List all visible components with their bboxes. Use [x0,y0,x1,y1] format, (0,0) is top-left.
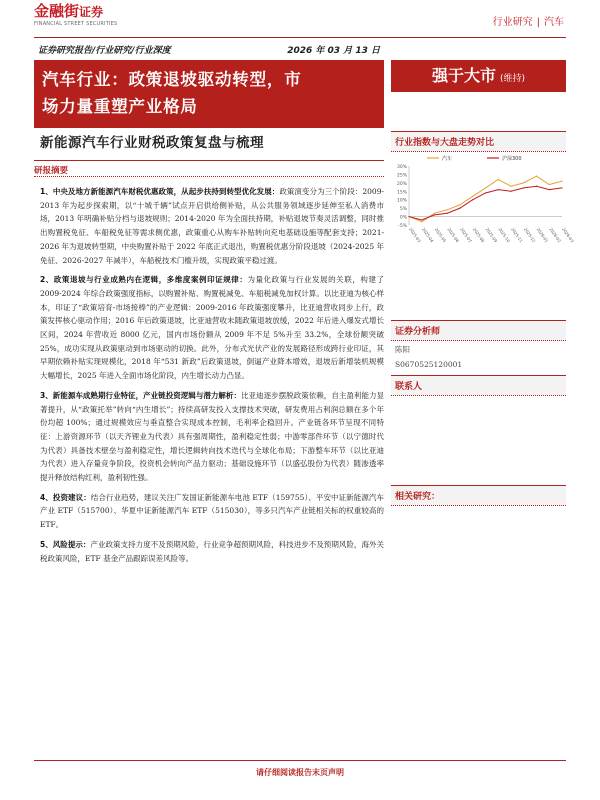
y-tick-label: 5% [399,207,407,213]
analyst-name: 陈阳 [395,345,410,354]
page-footer-disclaimer[interactable]: 请仔细阅读报告末页声明 [34,760,566,778]
data-point [485,187,486,188]
rating-label: 强于大市 [431,66,496,85]
data-point [510,186,511,187]
summary-paragraph [40,491,384,532]
summary-paragraph [40,538,384,565]
contact-section-title: 联系人 [391,375,566,396]
paragraph-lead: 5、风险提示： [40,539,91,549]
title-banner [34,60,384,128]
breadcrumb-auto: 汽车 [544,17,564,28]
data-point [472,196,473,197]
x-tick-label: 2025-04 [420,226,435,244]
index-trend-chart-panel [391,131,575,247]
paragraph-lead: 3、新能源车成熟期行业特征，产业链投资逻辑与潜力解析： [40,390,241,400]
data-point [421,221,422,222]
data-point [561,187,562,188]
data-point [536,176,537,177]
data-point [549,184,550,185]
data-point [434,213,435,214]
summary-paragraph [40,389,384,485]
rating-hold: (维持) [499,74,526,84]
legend-label-0: 汽车 [442,156,453,162]
x-tick-label: 2025-08 [471,226,486,244]
x-tick-label: 2025-07 [459,226,473,244]
summary-paragraph [40,273,384,383]
x-tick-label: 2025-10 [497,226,512,244]
x-tick-label: 2025-12 [522,226,537,244]
y-tick-label: 30% [396,165,407,170]
chart-title: 行业指数与大盘走势对比 [391,131,566,152]
paragraph-lead: 1、中央及地方新能源汽车财税优惠政策，从起步扶持到转型优化发展： [40,187,280,196]
x-tick-label: 2025-03 [408,226,422,244]
report-subtitle: 新能源汽车行业财税政策复盘与梳理 [40,135,264,151]
logo-wordmark: 金融街证券 [34,2,104,20]
paragraph-lead: 2、政策退坡与行业成熟内在逻辑，多维度案例印证规律： [40,275,248,285]
x-tick-label: 2025-09 [484,226,499,244]
x-tick-label: 2026-03 [561,226,575,244]
data-point [459,204,460,205]
data-point [421,219,422,220]
data-point [536,186,537,187]
x-tick-label: 2026-02 [548,226,563,244]
page-header [34,0,566,38]
data-point [549,189,550,190]
report-date: 2026 年 03 月 13 日 [287,46,380,56]
x-tick-label: 2026-01 [535,226,550,244]
breadcrumb-industry-research: 行业研究 [492,17,533,28]
data-point [498,189,499,190]
data-point [447,209,448,210]
company-logo [34,3,117,27]
y-tick-label: 0% [399,215,407,221]
breadcrumb-separator: | [536,17,540,28]
data-point [408,216,409,217]
data-point [523,187,524,188]
paragraph-lead: 4、投资建议： [40,492,91,502]
paragraph-text: 产业政策支持力度不及预期风险，行业竞争超预期风险，科技进步不及预期风险，海外关税政策风险，ETF 基金产品跟踪误差风险等。 [40,539,385,563]
data-point [510,191,511,192]
report-title-line-2: 场力量重塑产业格局 [42,97,198,116]
contact-panel [391,375,566,396]
data-point [523,182,524,183]
paragraph-text: 比亚迪逐步摆脱政策依赖，自主盈利能力显著提升，从“政策托举”转向“内生增长”；持续高研发投入支撑技术突破，研发费用占利润总额在多个年份均超 100%；通过规模效应与垂直整合实现成本控制，毛利率企稳回升。产业链各环节呈现不同特征：上游资源环节（以天齐锂业为代表）具有强周期性，盈利稳定性弱；中游零部件环节（以宁德时代为代表）具备技术壁垒与盈利稳定性，增长逻辑转向技术迭代与全球化布局；下游整车环节（以比亚迪为代表）进入存量竞争阶段，投资机会转向产品力驱动；基础设施环节（以盛弘股份为代表）随渗透率提升释放结构红利，盈利韧性强。 [40,390,385,483]
data-point [447,213,448,214]
analyst-section-title: 证券分析师 [391,320,566,341]
y-tick-label: 25% [396,173,407,179]
series-line-0 [409,176,562,222]
analyst-license-id: S0670525120001 [395,360,463,369]
legend-label-1: 沪深300 [502,156,522,162]
summary-body [40,185,384,571]
related-section-title: 相关研究： [391,485,566,506]
chart-area [391,152,575,247]
y-tick-label: 10% [396,198,407,204]
report-meta-row [38,43,380,59]
data-point [485,192,486,193]
related-research-panel [391,485,566,506]
index-trend-chart [391,152,575,247]
paragraph-text: 政策演变分为三个阶段：2009-2013 年为起步探索期，以“十城千辆”试点开启供给侧补贴，从公共服务领域逐步延伸至私人消费市场，2013 年明确补贴分档与退坡规则；2014-2020 年为全面扶持期，补贴退坡节奏灵活调整，同时推出购置税免征、车船税免征等需求侧优惠，政策重心从购车补贴转向充电基础设施等配套支持；2021-2026 年为退坡转型期，中央购置补贴于 2022 年底正式退出，购置税优惠分阶段退坡（2024-2025 年免征、2026-2027 年减半），车船税技术门槛升级，实现政策平稳过渡。 [40,187,385,265]
data-point [459,208,460,209]
breadcrumb [493,13,564,28]
paragraph-text: 结合行业趋势，建议关注广发国证新能源车电池 ETF（159755）、平安中证新能源汽车产业 ETF（515700）、华夏中证新能源汽车 ETF（515030），等多只汽车产业链相关标的权重较高的 ETF。 [40,492,384,530]
report-title-line-1: 汽车行业：政策退坡驱动转型，市 [42,70,302,89]
summary-paragraph [40,185,384,267]
y-tick-label: -5% [398,224,407,229]
y-tick-label: 15% [396,190,407,196]
data-point [434,214,435,215]
paragraph-text: 为量化政策与行业发展的关联，构建了 2009-2024 年综合政策强度指标，以购置补贴、购置税减免、车船税减免加权计算。以比亚迪为核心样本，印证了“政策培育-市场接棒”的产业逻辑：2009-2016 年政策强度攀升，比亚迪营收同步上行，政策发挥核心驱动作用；2016 年后政策退坡，比亚迪营收未随政策退坡放缓，2022 年后进入爆发式增长区间，2024 年营收近 8000 亿元，国内市场份额从 2009 年不足 5%升至 33.2%，全球份额突破 25%，成功实现从政策驱动到市场驱动的切换。此外，分布式光伏产业的发展路径形成跨行业印证，其早期依赖补贴实现规模化，2018 年“531 新政”后政策退坡，倒逼产业降本增效，退坡后新增装机规模大幅增长，2025 年进入全面市场化阶段，内生增长动力凸显。 [40,275,385,381]
summary-section-label: 研报摘要 [34,160,384,176]
x-tick-label: 2025-11 [510,226,524,244]
x-tick-label: 2025-05 [433,226,448,244]
data-point [472,199,473,200]
data-point [498,179,499,180]
data-point [561,181,562,182]
logo-english-name: FINANCIAL STREET SECURITIES [34,21,118,27]
x-tick-label: 2025-06 [446,226,461,244]
rating-badge [391,60,566,92]
report-type: 证券研究报告/行业研究/行业深度 [38,46,171,56]
y-tick-label: 20% [396,181,407,187]
